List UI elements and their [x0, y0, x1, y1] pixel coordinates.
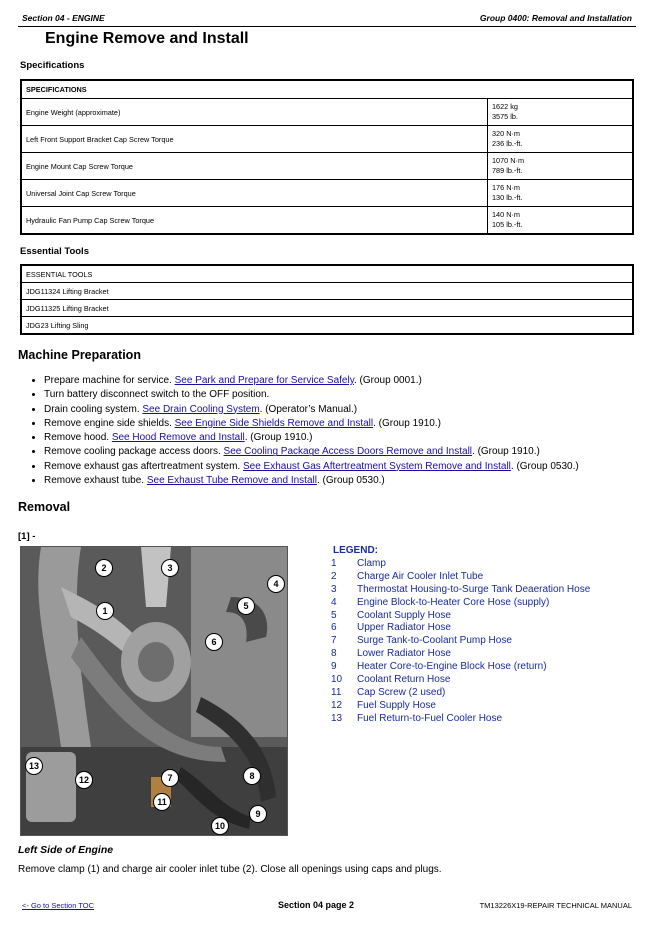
- removal-instruction: Remove clamp (1) and charge air cooler inlet tube (2). Close all openings using caps and plugs.: [18, 864, 442, 875]
- tool-item: JDG23 Lifting Sling: [21, 317, 633, 335]
- list-item: 13 Fuel Return-to-Fuel Cooler Hose: [331, 712, 503, 724]
- legend-table: [331, 557, 590, 725]
- essential-tools-table-header: ESSENTIAL TOOLS: [21, 265, 633, 283]
- table-row: [21, 317, 633, 335]
- callout-2: 2: [95, 559, 113, 577]
- list-item: 7 Surge Tank-to-Coolant Pump Hose: [331, 635, 512, 647]
- callout-8: 8: [243, 767, 261, 785]
- engine-illustration: [21, 547, 287, 835]
- spec-value: 140 N·m 105 lb.-ft.: [488, 207, 634, 235]
- specifications-table-header: SPECIFICATIONS: [21, 80, 633, 99]
- callout-3: 3: [161, 559, 179, 577]
- callout-11: 11: [153, 793, 171, 811]
- list-item: • Remove exhaust tube. See Exhaust Tube Remove and Install. (Group 0530.): [44, 474, 579, 488]
- header-section: Section 04 - ENGINE: [22, 13, 105, 23]
- tool-item: JDG11324 Lifting Bracket: [21, 283, 633, 300]
- callout-6: 6: [205, 633, 223, 651]
- link-exhaust-tube[interactable]: See Exhaust Tube Remove and Install: [146, 475, 317, 487]
- list-item: 2 Charge Air Cooler Inlet Tube: [331, 570, 484, 582]
- spec-label: Engine Mount Cap Screw Torque: [21, 153, 488, 180]
- header-divider: [18, 26, 636, 27]
- spec-value: 1070 N·m 789 lb.-ft.: [488, 153, 634, 180]
- specifications-heading: Specifications: [20, 60, 85, 71]
- table-row: [21, 153, 633, 180]
- list-item: 3 Thermostat Housing-to-Surge Tank Deaeration Hose: [331, 583, 591, 595]
- page-number: Section 04 page 2: [278, 900, 355, 910]
- tool-item: JDG11325 Lifting Bracket: [21, 300, 633, 317]
- list-item: 11 Cap Screw (2 used): [331, 686, 446, 698]
- machine-preparation-list: [28, 374, 579, 488]
- spec-label: Engine Weight (approximate): [21, 99, 488, 126]
- page-title: Engine Remove and Install: [45, 30, 249, 47]
- list-item: • Turn battery disconnect switch to the OFF position.: [44, 388, 579, 402]
- list-item: • Remove hood. See Hood Remove and Install. (Group 1910.): [44, 431, 579, 445]
- engine-photo: [20, 546, 288, 836]
- link-drain-cooling[interactable]: See Drain Cooling System: [142, 403, 260, 415]
- legend-title: LEGEND:: [333, 545, 378, 556]
- callout-12: 12: [75, 771, 93, 789]
- table-row: [21, 300, 633, 317]
- list-item: 1 Clamp: [331, 557, 386, 569]
- spec-label: Left Front Support Bracket Cap Screw Torque: [21, 126, 488, 153]
- figure-caption: Left Side of Engine: [18, 844, 114, 856]
- list-item: • Remove exhaust gas aftertreatment system. See Exhaust Gas Aftertreatment System Remove and Install. (Group 0530.): [44, 460, 579, 474]
- list-item: 5 Coolant Supply Hose: [331, 609, 451, 621]
- machine-preparation-heading: Machine Preparation: [18, 348, 141, 362]
- spec-label: Universal Joint Cap Screw Torque: [21, 180, 488, 207]
- table-row: [21, 126, 633, 153]
- list-item: • Drain cooling system. See Drain Cooling System. (Operator’s Manual.): [44, 403, 579, 417]
- callout-13: 13: [25, 757, 43, 775]
- essential-tools-table: [20, 264, 634, 335]
- manual-id: TM13226X19-REPAIR TECHNICAL MANUAL: [479, 901, 632, 910]
- header-group: Group 0400: Removal and Installation: [479, 13, 632, 23]
- spec-label: Hydraulic Fan Pump Cap Screw Torque: [21, 207, 488, 235]
- list-item: 8 Lower Radiator Hose: [331, 648, 451, 660]
- callout-7: 7: [161, 769, 179, 787]
- link-hood[interactable]: See Hood Remove and Install: [111, 432, 245, 444]
- callout-9: 9: [249, 805, 267, 823]
- specifications-table: [20, 79, 634, 235]
- table-row: [21, 207, 633, 235]
- list-item: • Remove engine side shields. See Engine Side Shields Remove and Install. (Group 1910.): [44, 417, 579, 431]
- link-side-shields[interactable]: See Engine Side Shields Remove and Install: [174, 417, 374, 429]
- table-row: [21, 99, 633, 126]
- list-item: 4 Engine Block-to-Heater Core Hose (supply): [331, 596, 550, 608]
- link-access-doors[interactable]: See Cooling Package Access Doors Remove and Install: [223, 446, 473, 458]
- link-aftertreatment[interactable]: See Exhaust Gas Aftertreatment System Remove and Install: [242, 460, 511, 472]
- list-item: 6 Upper Radiator Hose: [331, 622, 451, 634]
- list-item: • Remove cooling package access doors. See Cooling Package Access Doors Remove and Install. (Group 1910.): [44, 445, 579, 459]
- spec-value: 320 N·m 236 lb.-ft.: [488, 126, 634, 153]
- list-item: 10 Coolant Return Hose: [331, 673, 451, 685]
- removal-heading: Removal: [18, 500, 71, 514]
- link-park-prepare[interactable]: See Park and Prepare for Service Safely: [174, 375, 354, 386]
- list-item: 12 Fuel Supply Hose: [331, 699, 436, 711]
- essential-tools-heading: Essential Tools: [20, 246, 89, 257]
- section-toc-link[interactable]: <- Go to Section TOC: [22, 901, 95, 910]
- list-item: 9 Heater Core-to-Engine Block Hose (return): [331, 661, 547, 673]
- table-row: [21, 180, 633, 207]
- spec-value: 176 N·m 130 lb.-ft.: [488, 180, 634, 207]
- table-row: [21, 283, 633, 300]
- callout-10: 10: [211, 817, 229, 835]
- spec-value: 1622 kg 3575 lb.: [488, 99, 634, 126]
- callout-4: 4: [267, 575, 285, 593]
- callout-5: 5: [237, 597, 255, 615]
- list-item: • Prepare machine for service. See Park and Prepare for Service Safely. (Group 0001.): [44, 374, 579, 388]
- figure-reference: [1] -: [18, 531, 36, 542]
- callout-1: 1: [96, 602, 114, 620]
